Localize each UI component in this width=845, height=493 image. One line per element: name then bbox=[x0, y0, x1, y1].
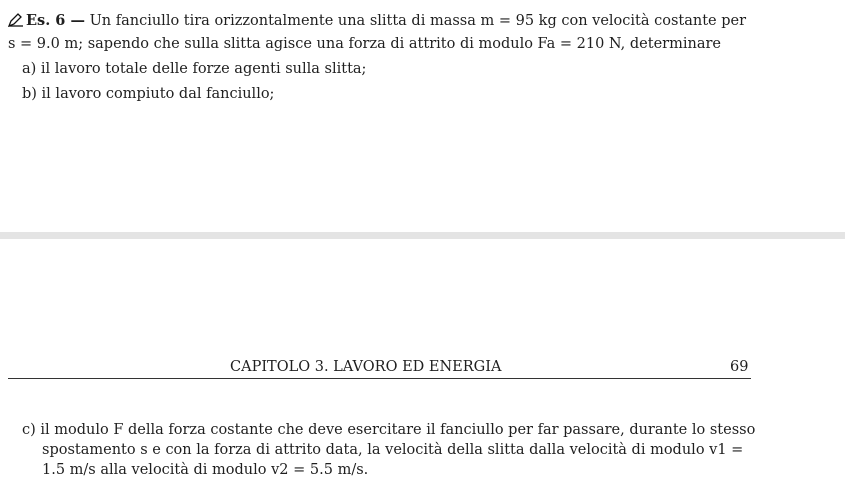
exercise-line-1 bbox=[8, 12, 746, 30]
page-number: 69 bbox=[730, 359, 749, 375]
item-c-line-2: spostamento s e con la forza di attrito data, la velocità della slitta dalla velocità di modulo v1 = bbox=[42, 442, 744, 458]
header-rule bbox=[8, 378, 751, 379]
exercise-text-1: Un fanciullo tira orizzontalmente una slitta di massa m = 95 kg con velocità costante per bbox=[89, 13, 747, 29]
pencil-icon bbox=[8, 13, 24, 27]
item-a: a) il lavoro totale delle forze agenti sulla slitta; bbox=[22, 61, 367, 77]
page-divider bbox=[0, 232, 845, 239]
exercise-number: Es. 6 — bbox=[26, 12, 85, 29]
item-c-line-3: 1.5 m/s alla velocità di modulo v2 = 5.5 m/s. bbox=[42, 462, 369, 478]
chapter-header: CAPITOLO 3. LAVORO ED ENERGIA bbox=[230, 359, 502, 375]
item-b: b) il lavoro compiuto dal fanciullo; bbox=[22, 86, 275, 102]
item-c-line-1: c) il modulo F della forza costante che deve esercitare il fanciullo per far passare, durante lo stesso bbox=[22, 422, 756, 438]
exercise-line-2: s = 9.0 m; sapendo che sulla slitta agisce una forza di attrito di modulo Fa = 210 N, determinare bbox=[8, 36, 721, 52]
